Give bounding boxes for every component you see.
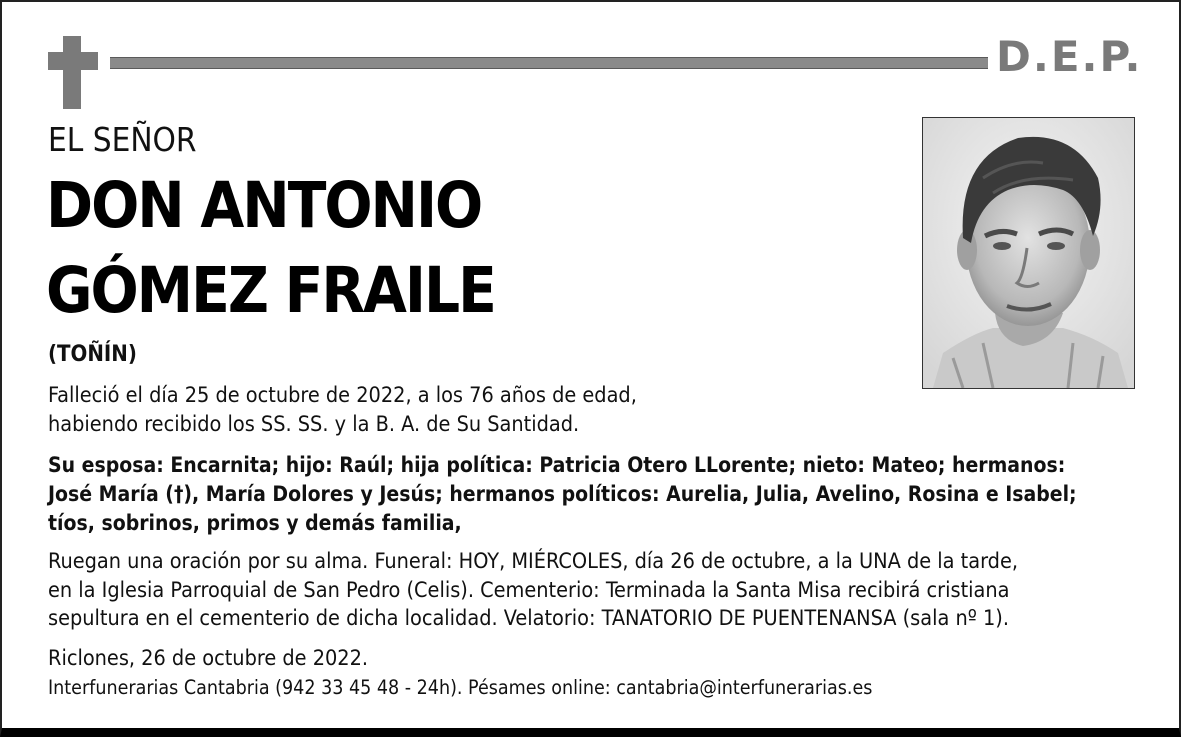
place-date: Riclones, 26 de octubre de 2022.	[48, 646, 369, 671]
family-line: tíos, sobrinos, primos y demás familia,	[48, 511, 462, 535]
nickname: (TOÑÍN)	[48, 342, 137, 367]
header-rule	[110, 57, 988, 69]
family-list	[48, 451, 1077, 538]
deceased-name-line2: GÓMEZ FRAILE	[46, 254, 495, 327]
deceased-name-line1: DON ANTONIO	[46, 169, 482, 242]
funeral-line: sepultura en el cementerio de dicha localidad. Velatorio: TANATORIO DE PUENTENANSA (sala nº 1).	[48, 606, 1009, 631]
funeral-line: en la Iglesia Parroquial de San Pedro (Celis). Cementerio: Terminada la Santa Misa recibirá cristiana	[48, 577, 1010, 603]
death-notice	[48, 382, 637, 439]
cross-icon-bar	[48, 52, 98, 70]
funeral-line: Ruegan una oración por su alma. Funeral: HOY, MIÉRCOLES, día 26 de octubre, a la UNA de la tarde,	[48, 549, 1018, 574]
funeral-details	[48, 548, 1018, 634]
cross-icon	[63, 36, 81, 109]
footer-contact: Interfunerarias Cantabria (942 33 45 48 - 24h). Pésames online: cantabria@interfunerarias.es	[48, 676, 873, 699]
family-line: Su esposa: Encarnita; hijo: Raúl; hija política: Patricia Otero LLorente; nieto: Mateo; hermanos:	[48, 453, 1066, 477]
death-notice-line: habiendo recibido los SS. SS. y la B. A. de Su Santidad.	[48, 411, 580, 437]
death-notice-line: Falleció el día 25 de octubre de 2022, a los 76 años de edad,	[48, 383, 637, 408]
family-line: José María (†), María Dolores y Jesús; hermanos políticos: Aurelia, Julia, Avelino, Rosina e Isabel;	[48, 482, 1077, 506]
portrait-photo-icon	[923, 118, 1134, 388]
honorific: EL SEÑOR	[48, 120, 197, 159]
dep-label: D.E.P.	[996, 32, 1143, 81]
portrait-photo	[922, 117, 1135, 389]
